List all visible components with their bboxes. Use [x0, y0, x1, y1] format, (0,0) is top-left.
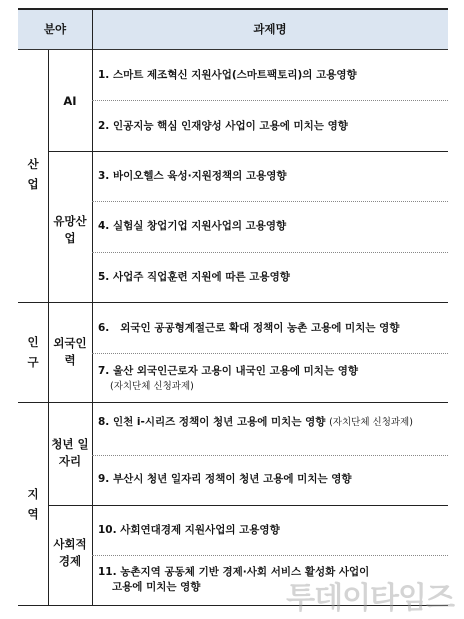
- task-item-5: 5. 사업주 직업훈련 지원에 따른 고용영향: [98, 271, 290, 283]
- subcategory-foreign-workforce: 외국인 력: [53, 336, 87, 367]
- subcategory-ai: AI: [63, 94, 77, 108]
- header-task: 과제명: [253, 22, 287, 36]
- task-item-4: 4. 실험실 창업기업 지원사업의 고용영향: [98, 220, 287, 232]
- category-population: 인 구: [27, 335, 39, 369]
- category-label: 산: [27, 157, 39, 171]
- task-item-7: 7. 울산 외국인근로자 고용이 내국인 고용에 미치는 영향 (자치단체 신청과제): [98, 365, 359, 392]
- header-field: 분야: [43, 22, 67, 36]
- task-item-1: 1. 스마트 제조혁신 지원사업(스마트팩토리)의 고용영향: [98, 69, 357, 81]
- task-note: (자치단체 신청과제): [110, 381, 194, 392]
- watermark-logo: 투데이타임즈: [286, 581, 454, 616]
- subcategory-social-economy: 사회적 경제: [53, 537, 87, 568]
- task-item-11: 11. 농촌지역 공동체 기반 경제·사회 서비스 활성화 사업이 고용에 미치는 영향: [98, 566, 370, 593]
- project-table: [18, 8, 448, 606]
- task-item-8: 8. 인천 i-시리즈 정책이 청년 고용에 미치는 영향 (자치단체 신청과제): [98, 416, 413, 428]
- task-item-2: 2. 인공지능 핵심 인재양성 사업이 고용에 미치는 영향: [98, 120, 348, 132]
- task-item-10: 10. 사회연대경제 지원사업의 고용영향: [98, 524, 280, 536]
- task-note: (자치단체 신청과제): [329, 417, 413, 428]
- task-item-6: 6. 외국인 공공형계절근로 확대 정책이 농촌 고용에 미치는 영향: [98, 322, 400, 334]
- task-item-9: 9. 부산시 청년 일자리 정책이 청년 고용에 미치는 영향: [98, 473, 352, 485]
- category-industry: 산 업: [18, 154, 48, 194]
- subcategory-promising-industry: 유망산 업: [53, 214, 87, 245]
- category-region: 지 역: [27, 487, 39, 521]
- table-header: [18, 10, 448, 50]
- task-item-3: 3. 바이오헬스 육성·지원정책의 고용영향: [98, 170, 287, 182]
- subcategory-youth-jobs: 청년 일 자리: [51, 437, 89, 468]
